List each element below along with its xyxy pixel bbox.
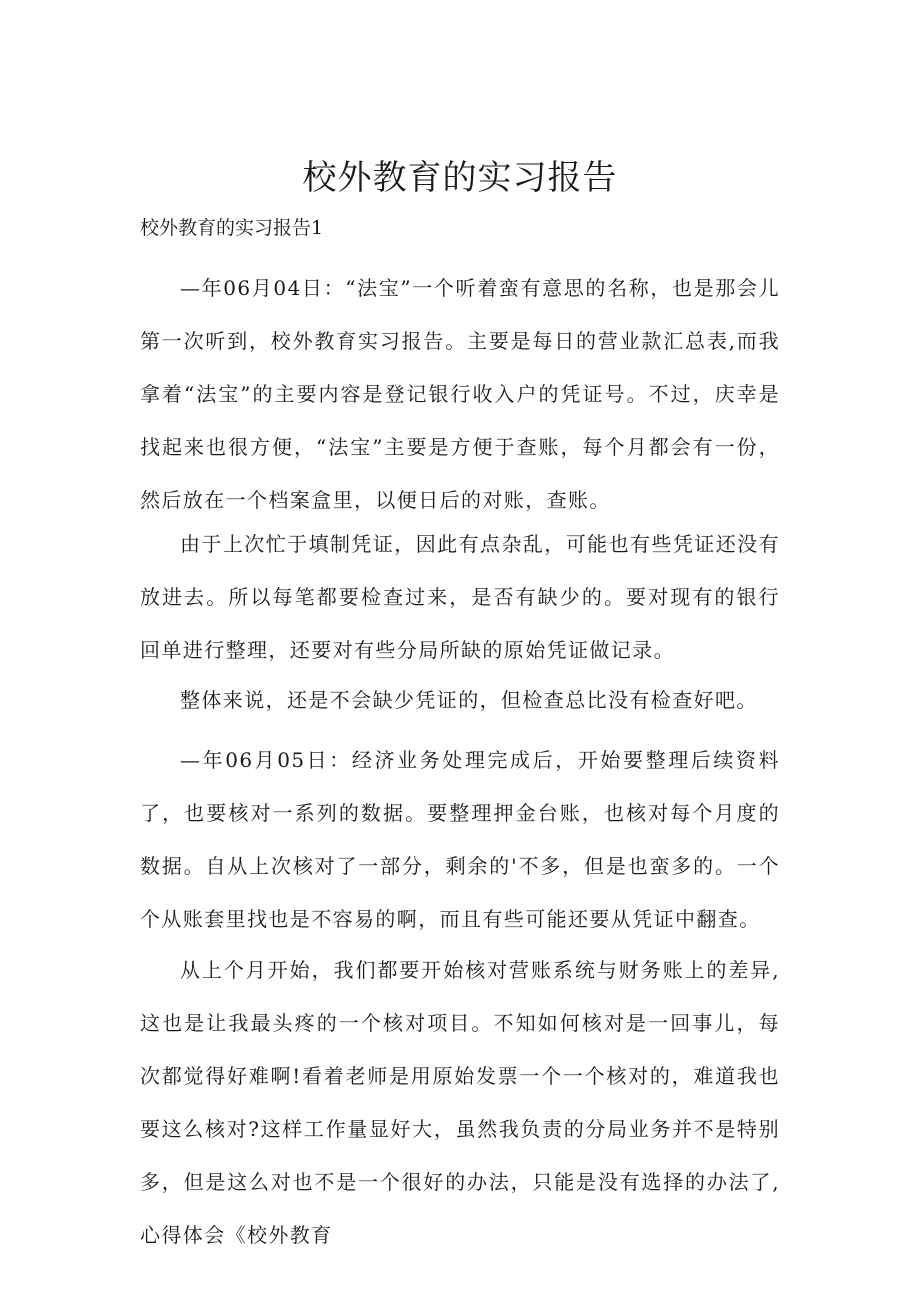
document-subtitle: 校外教育的实习报告1 (140, 217, 324, 239)
document-title: 校外教育的实习报告 (302, 158, 618, 198)
paragraph-4: —年06月05日：经济业务处理完成后，开始要整理后续资料了，也要核对一系列的数据。要整理押金台账，也核对每个月度的数据。自从上次核对了一部分，剩余的'不多，但是也蛮多的。一个个从账套里找也是不容易的啊，而且有些可能还要从凭证中翻查。 (140, 748, 780, 931)
paragraph-1: —年06月04日：“法宝”一个听着蛮有意思的名称，也是那会儿第一次听到，校外教育实习报告。主要是每日的营业款汇总表,而我拿着“法宝”的主要内容是登记银行收入户的凭证号。不过，庆幸是找起来也很方便，“法宝”主要是方便于查账，每个月都会有一份，然后放在一个档案盒里，以便日后的对账，查账。 (140, 276, 780, 512)
paragraph-5: 从上个月开始，我们都要开始核对营账系统与财务账上的差异,这也是让我最头疼的一个核对项目。不知如何核对是一回事儿，每次都觉得好难啊!看着老师是用原始发票一个一个核对的，难道我也要这么核对?这样工作量显好大，虽然我负责的分局业务并不是特别多，但是这么对也不是一个很好的办法，只能是没有选择的办法了,心得体会《校外教育 (140, 958, 780, 1247)
paragraph-3: 整体来说，还是不会缺少凭证的，但检查总比没有检查好吧。 (180, 688, 758, 712)
paragraph-2: 由于上次忙于填制凭证，因此有点杂乱，可能也有些凭证还没有放进去。所以每笔都要检查过来，是否有缺少的。要对现有的银行回单进行整理，还要对有些分局所缺的原始凭证做记录。 (140, 532, 780, 662)
